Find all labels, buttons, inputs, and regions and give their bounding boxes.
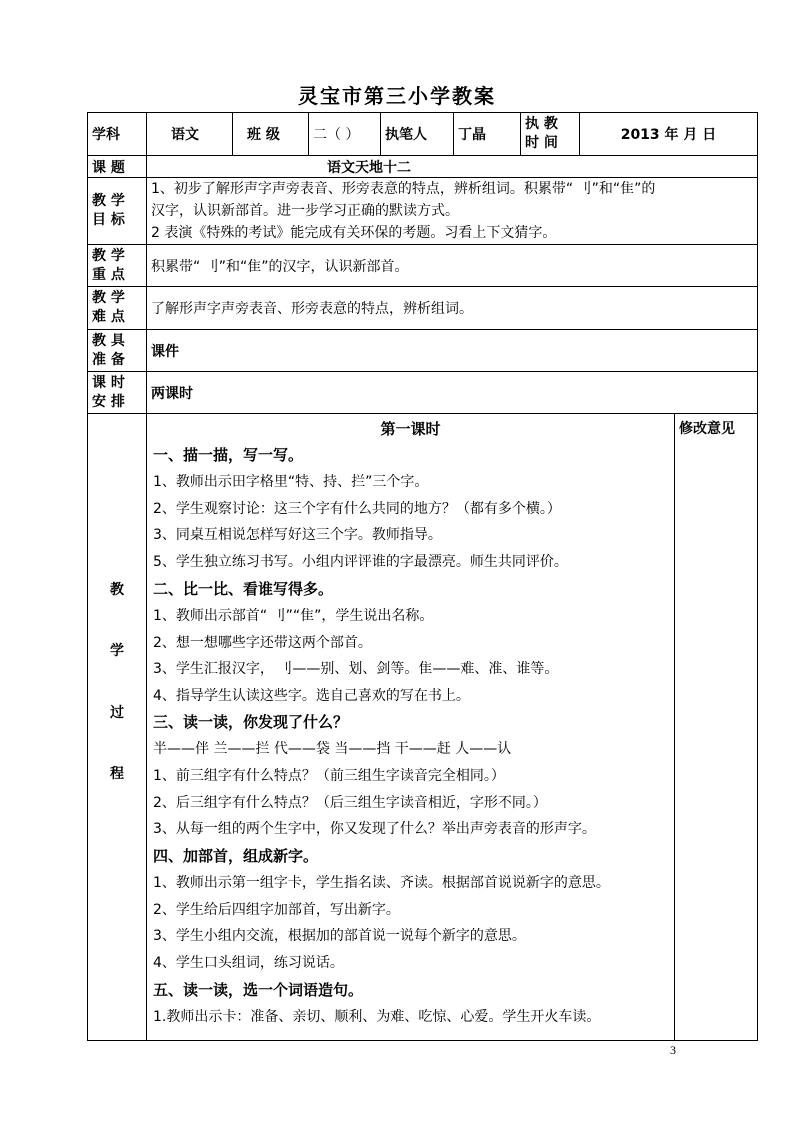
author-value: 丁晶 bbox=[454, 113, 521, 156]
process-line: 4、指导学生认读这些字。选自己喜欢的写在书上。 bbox=[153, 688, 470, 704]
focus-value: 积累带“ 刂”和“隹”的汉字，认识新部首。 bbox=[147, 245, 758, 287]
revision-notes-column: 修改意见 bbox=[675, 414, 758, 1041]
time-value: 2013 年 月 日 bbox=[580, 113, 758, 156]
tools-label-line2: 准 备 bbox=[92, 351, 125, 368]
process-content bbox=[147, 414, 675, 1041]
process-char: 程 bbox=[110, 766, 124, 782]
process-line: 1.教师出示卡：准备、亲切、顺利、为难、吃惊、心爱。学生开火车读。 bbox=[153, 1009, 601, 1025]
time-label-line1: 执 教 bbox=[525, 116, 558, 132]
lesson-title: 第一课时 bbox=[380, 420, 441, 438]
tools-label bbox=[88, 330, 147, 372]
subject-value: 语文 bbox=[147, 113, 233, 156]
difficulty-label bbox=[88, 287, 147, 330]
process-line: 5、学生独立练习书写。小组内评评谁的字最漂亮。师生共同评价。 bbox=[153, 554, 568, 570]
process-line: 2、后三组字有什么特点？（后三组生字读音相近，字形不同。） bbox=[153, 795, 547, 811]
process-line: 1、教师出示部首“ 刂”“隹”，学生说出名称。 bbox=[153, 608, 434, 624]
schedule-value: 两课时 bbox=[147, 372, 758, 414]
process-line: 1、前三组字有什么特点？（前三组生字读音完全相同。） bbox=[153, 768, 505, 784]
process-row bbox=[88, 414, 758, 1041]
process-line: 3、学生小组内交流，根据加的部首说一说每个新字的意思。 bbox=[153, 928, 526, 944]
focus-label-line2: 重 点 bbox=[92, 266, 125, 283]
time-label bbox=[521, 113, 580, 156]
process-line: 1、教师出示第一组字卡，学生指名读、齐读。根据部首说说新字的意思。 bbox=[153, 875, 610, 891]
process-line: 3、学生汇报汉字， 刂——别、划、剑等。隹——难、准、谁等。 bbox=[153, 661, 559, 677]
goals-label-line1: 教 学 bbox=[92, 193, 125, 209]
author-label: 执笔人 bbox=[381, 113, 454, 156]
schedule-label-line1: 课 时 bbox=[92, 374, 125, 391]
goals-label-line2: 目 标 bbox=[92, 212, 125, 228]
tools-value: 课件 bbox=[147, 330, 758, 372]
schedule-label-line2: 安 排 bbox=[92, 393, 125, 410]
process-line: 3、同桌互相说怎样写好这三个字。教师指导。 bbox=[153, 527, 442, 543]
focus-label bbox=[88, 245, 147, 287]
header-row bbox=[88, 113, 758, 156]
difficulty-label-line1: 教 学 bbox=[92, 290, 125, 306]
process-char: 教 bbox=[110, 582, 124, 598]
section-heading: 二、比一比、看谁写得多。 bbox=[153, 580, 334, 598]
topic-row bbox=[88, 156, 758, 178]
process-line: 2、学生观察讨论：这三个字有什么共同的地方？（都有多个横。） bbox=[153, 501, 561, 517]
process-line: 2、想一想哪些字还带这两个部首。 bbox=[153, 635, 372, 651]
topic-label: 课 题 bbox=[88, 156, 147, 178]
time-label-line2: 时 间 bbox=[525, 135, 558, 151]
class-label: 班 级 bbox=[233, 113, 309, 156]
process-line: 2、学生给后四组字加部首，写出新字。 bbox=[153, 902, 400, 918]
process-side-label bbox=[88, 414, 147, 1041]
goals-row bbox=[88, 178, 758, 245]
difficulty-value: 了解形声字声旁表音、形旁表意的特点，辨析组词。 bbox=[147, 287, 758, 330]
schedule-label bbox=[88, 372, 147, 414]
process-line: 1、教师出示田字格里“特、持、拦”三个字。 bbox=[153, 474, 429, 490]
goals-label bbox=[88, 178, 147, 245]
goal-line: 1、初步了解形声字声旁表音、形旁表意的特点，辨析组词。积累带“ 刂”和“隹”的 bbox=[151, 181, 656, 197]
tools-label-line1: 教 具 bbox=[92, 332, 125, 349]
process-line: 4、学生口头组词，练习说话。 bbox=[153, 955, 344, 971]
section-heading: 五、读一读，选一个词语造句。 bbox=[153, 981, 364, 999]
difficulty-label-line2: 难 点 bbox=[92, 309, 125, 325]
schedule-row bbox=[88, 372, 758, 414]
topic-value: 语文天地十二 bbox=[147, 156, 758, 178]
section-heading: 三、读一读，你发现了什么？ bbox=[153, 713, 349, 731]
process-char: 学 bbox=[110, 643, 124, 659]
page-title: 灵宝市第三小学教案 bbox=[298, 84, 496, 108]
process-line: 半——伴 兰——拦 代——袋 当——挡 干——赶 人——认 bbox=[153, 741, 512, 757]
process-line: 3、从每一组的两个生字中，你又发现了什么？举出声旁表音的形声字。 bbox=[153, 821, 596, 837]
goals-content bbox=[147, 178, 758, 245]
goal-line: 2 表演《特殊的考试》能完成有关环保的考题。习看上下文猜字。 bbox=[151, 225, 557, 241]
difficulty-row bbox=[88, 287, 758, 330]
focus-label-line1: 教 学 bbox=[92, 247, 125, 264]
section-heading: 一、描一描，写一写。 bbox=[153, 446, 304, 464]
goal-line: 汉字，认识新部首。进一步学习正确的默读方式。 bbox=[151, 203, 459, 219]
process-char: 过 bbox=[110, 705, 124, 721]
page-number: 3 bbox=[670, 1043, 676, 1057]
section-heading: 四、加部首，组成新字。 bbox=[153, 847, 319, 865]
class-value: 二（ ） bbox=[309, 113, 381, 156]
focus-row bbox=[88, 245, 758, 287]
lesson-plan-table bbox=[87, 112, 758, 1041]
tools-row bbox=[88, 330, 758, 372]
subject-label: 学科 bbox=[88, 113, 147, 156]
